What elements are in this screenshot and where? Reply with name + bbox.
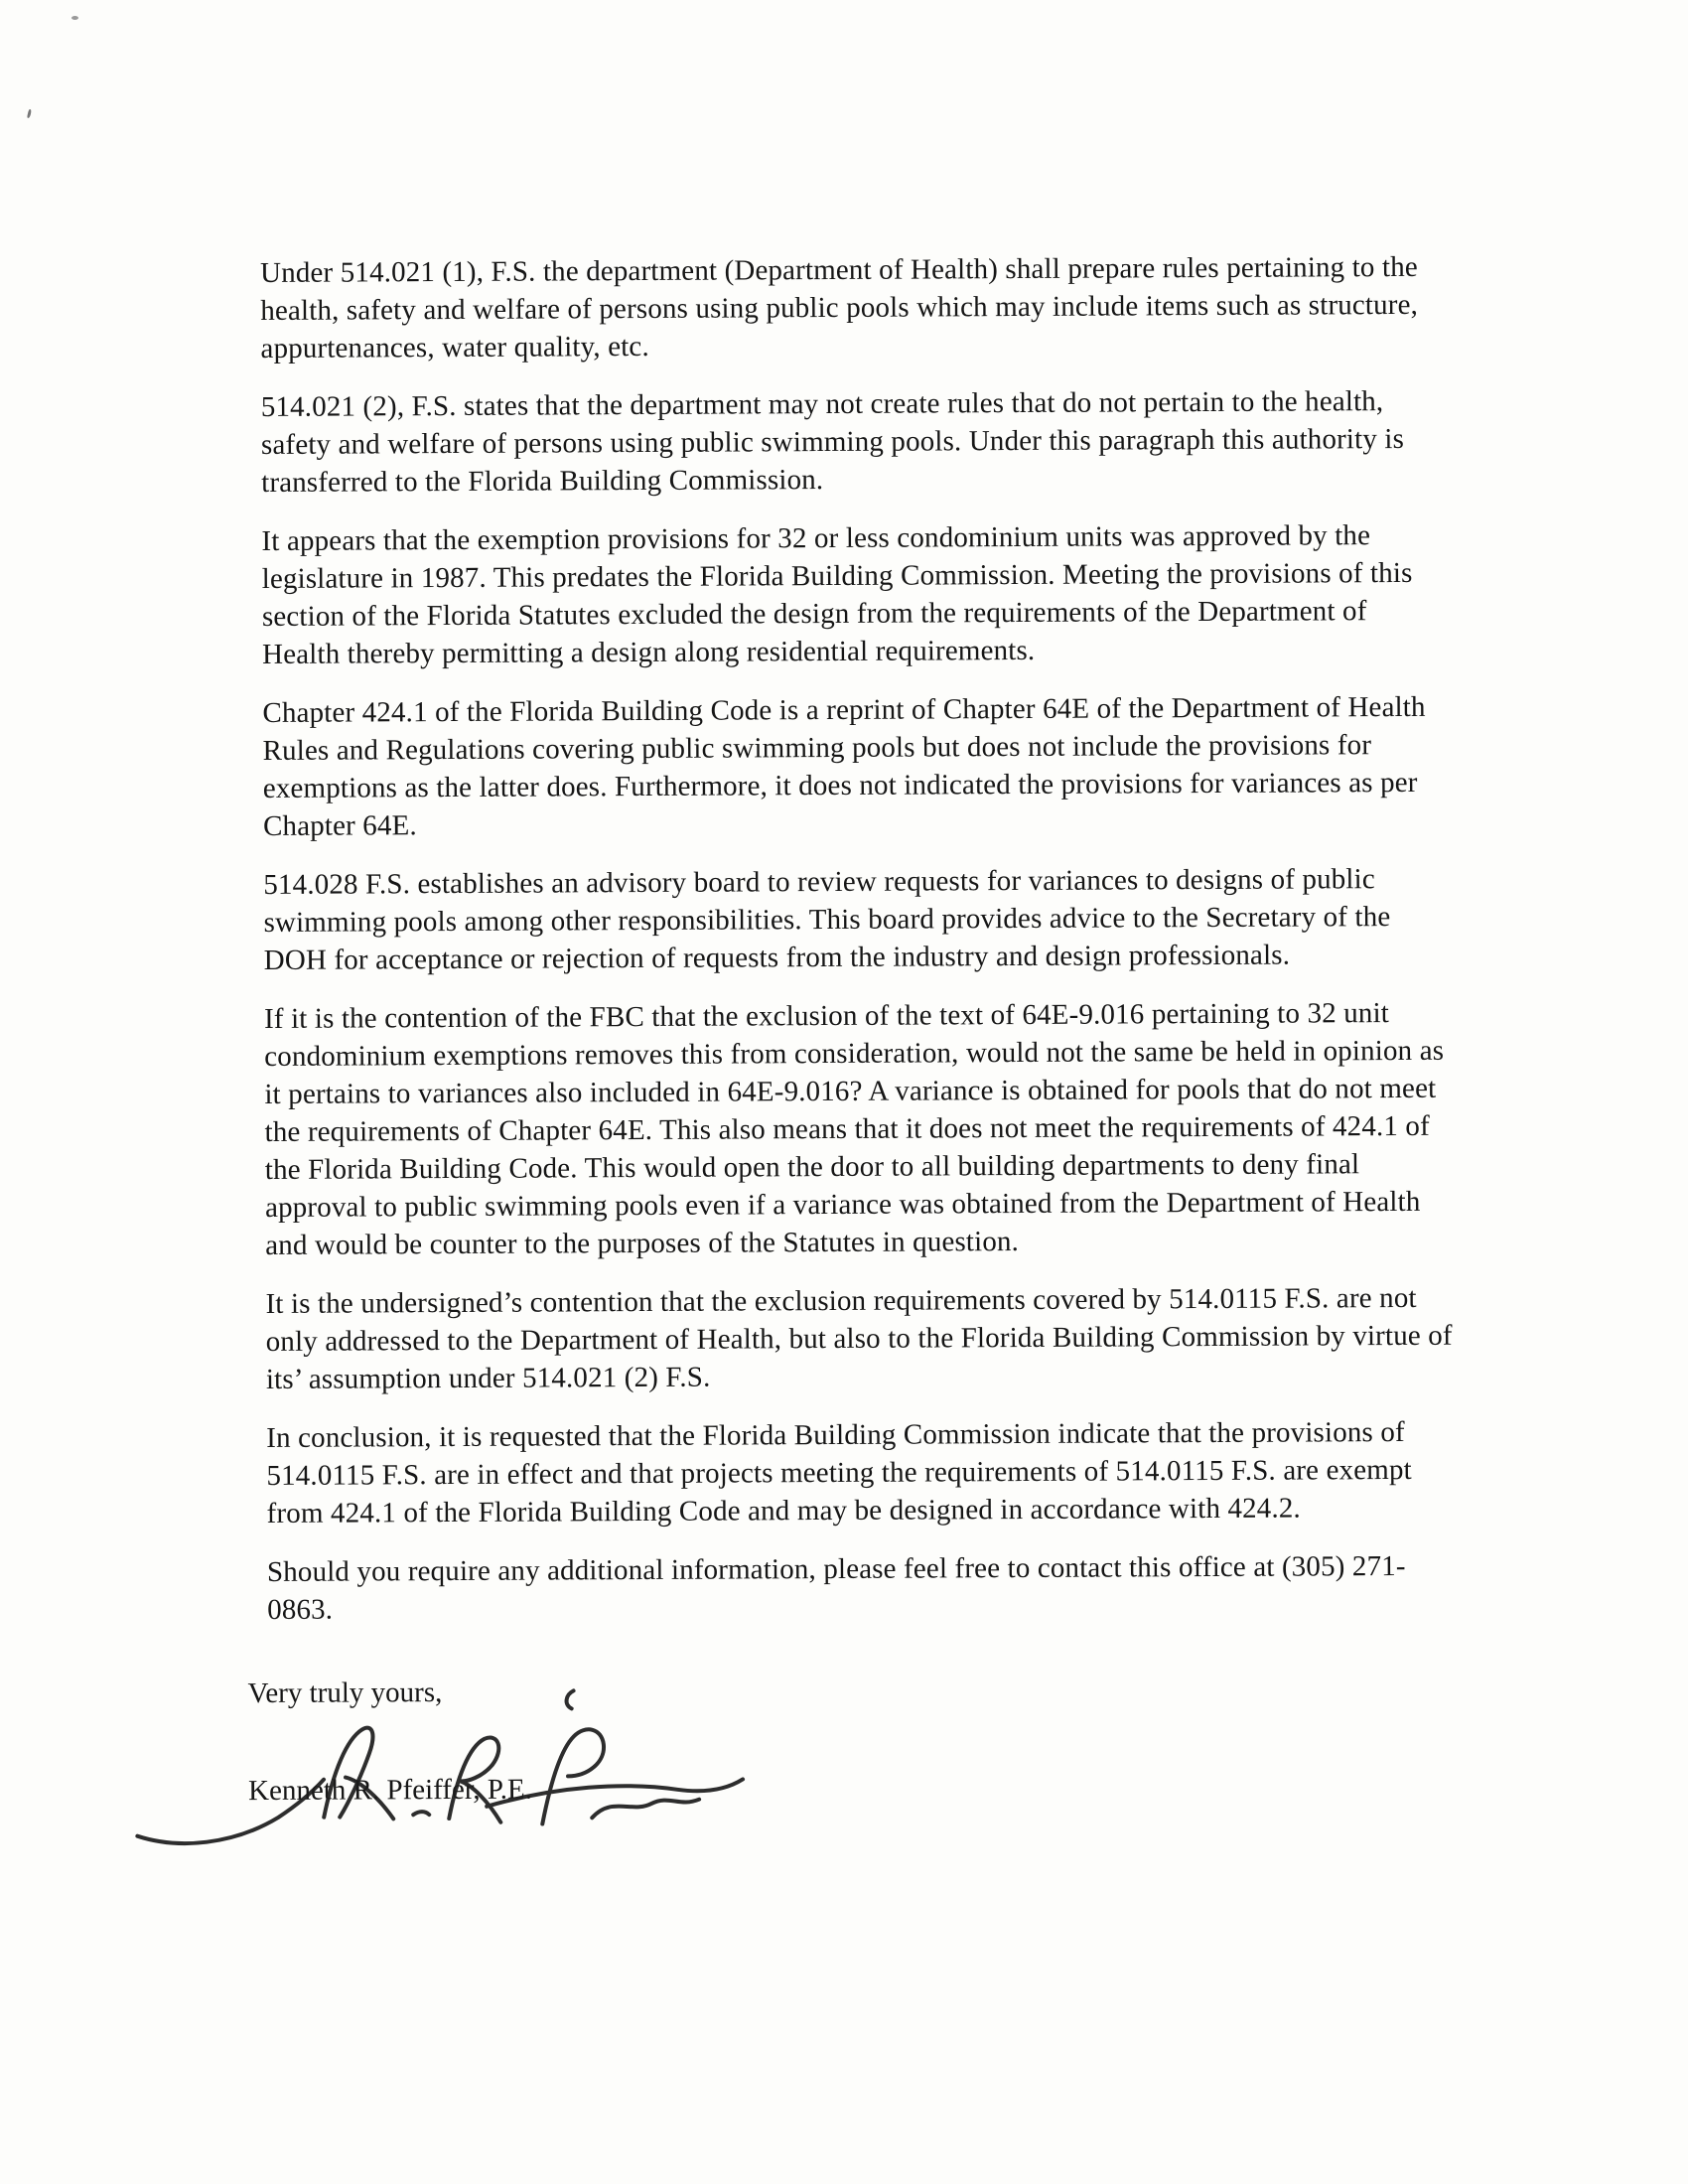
paragraph: It appears that the exemption provisions for 32 or less condominium units was approved by the legislature in 1987. This predates the Florida Building Commission. Meeting the provisions of this section of the Florida Statutes excluded the design from the requirements of the Department of Health thereby permitting a design along residential requirements. bbox=[261, 519, 1413, 670]
paragraph: 514.028 F.S. establishes an advisory board to review requests for variances to designs of public swimming pools among other responsibilities. This board provides advice to the Secretary of the DOH for acceptance or rejection of requests from the industry and design professionals. bbox=[263, 863, 1391, 976]
paragraph: Chapter 424.1 of the Florida Building Code is a reprint of Chapter 64E of the Department of Health Rules and Regulations covering public swimming pools but does not include the provisions for exemptions as the latter does. Furthermore, it does not indicated the provisions for variances as per Chapter 64E. bbox=[262, 690, 1426, 842]
letter-body bbox=[247, 248, 1455, 1841]
paragraph: Under 514.021 (1), F.S. the department (Department of Health) shall prepare rules pertaining to the health, safety and welfare of persons using public pools which may include items such as structure, appurtenances, water quality, etc. bbox=[260, 250, 1419, 364]
paragraph: 514.021 (2), F.S. states that the department may not create rules that do not pertain to the health, safety and welfare of persons using public swimming pools. Under this paragraph this authority is transferred to the Florida Building Commission. bbox=[260, 385, 1405, 499]
scan-artifact bbox=[27, 109, 32, 118]
paragraph: It is the undersigned’s contention that the exclusion requirements covered by 514.0115 F.S. are not only addressed to the Department of Health, but also to the Florida Building Commission by virtue of its’ assumption under 514.021 (2) F.S. bbox=[265, 1281, 1453, 1395]
scan-artifact bbox=[71, 16, 78, 20]
paragraph: Should you require any additional information, please feel free to contact this office at (305) 271-0863. bbox=[266, 1549, 1406, 1626]
paragraph: In conclusion, it is requested that the Florida Building Commission indicate that the provisions of 514.0115 F.S. are in effect and that projects meeting the requirements of 514.0115 F.S. are exempt from 424.1 of the Florida Building Code and may be designed in accordance with 424.2. bbox=[266, 1415, 1412, 1529]
paragraph: If it is the contention of the FBC that the exclusion of the text of 64E-9.016 pertaining to 32 unit condominium exemptions removes this from consideration, would not the same be held in opinion as it pertains to variances also included in 64E-9.016? A variance is obtained for pools that do not meet the requirements of Chapter 64E. This also means that it does not meet the requirements of 424.1 of the Florida Building Code. This would open the door to all building departments to deny final approval to public swimming pools even if a variance was obtained from the Department of Health and would be counter to the purposes of the Statutes in question. bbox=[263, 997, 1445, 1261]
signer-name: Kenneth R. Pfeiffer, P.E. bbox=[248, 1773, 533, 1808]
closing-salutation: Very truly yours, bbox=[247, 1676, 443, 1710]
signature-block bbox=[248, 1706, 1456, 1841]
